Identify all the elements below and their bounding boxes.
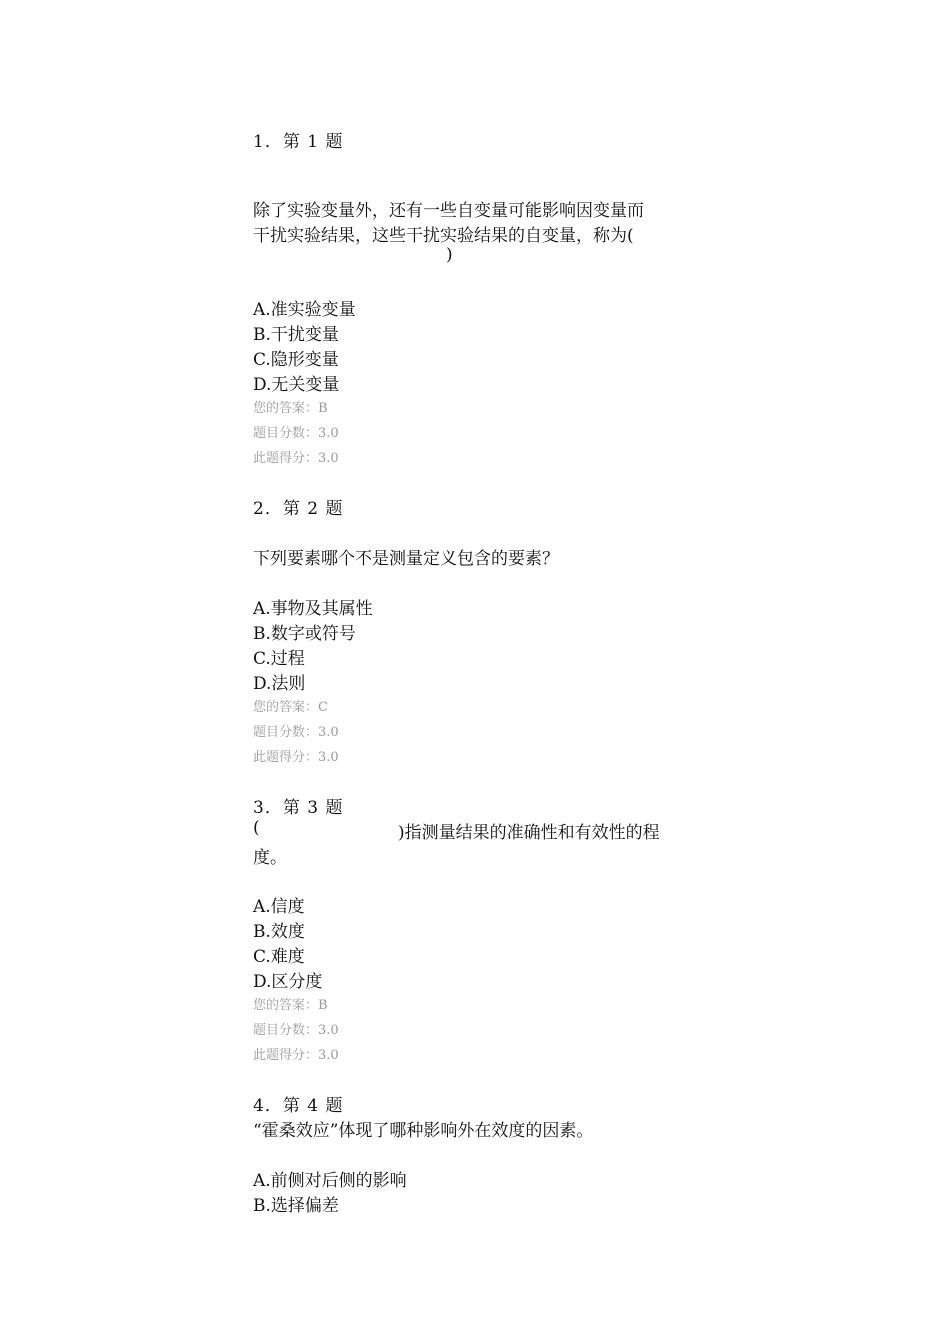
question-1-earned: 此题得分：3.0	[253, 451, 339, 466]
question-2-option-c[interactable]: C.过程	[253, 649, 305, 669]
question-3-option-a[interactable]: A.信度	[253, 897, 305, 917]
question-1-option-a[interactable]: A.准实验变量	[253, 300, 356, 320]
question-1-option-b[interactable]: B.干扰变量	[253, 325, 339, 345]
question-3-stem-open: (	[253, 818, 260, 838]
question-4-option-a[interactable]: A.前侧对后侧的影响	[253, 1171, 407, 1191]
question-2-option-d[interactable]: D.法则	[253, 674, 306, 694]
question-3-option-b[interactable]: B.效度	[253, 922, 305, 942]
question-1-stem-line-3: )	[446, 245, 453, 265]
question-2-option-a[interactable]: A.事物及其属性	[253, 599, 373, 619]
question-4-title: 4．第 4 题	[253, 1096, 344, 1116]
question-2-stem: 下列要素哪个不是测量定义包含的要素？	[253, 549, 559, 569]
question-2-score: 题目分数：3.0	[253, 725, 339, 740]
question-3-score: 题目分数：3.0	[253, 1023, 339, 1038]
question-4-stem: “霍桑效应”体现了哪种影响外在效度的因素。	[253, 1121, 594, 1141]
question-3-stem-line-1: )指测量结果的准确性和有效性的程	[398, 823, 660, 843]
question-3-title: 3．第 3 题	[253, 798, 344, 818]
question-2-your-answer: 您的答案：C	[253, 700, 328, 715]
question-1-stem-line-2: 干扰实验结果，这些干扰实验结果的自变量，称为(	[253, 226, 634, 246]
question-3-option-d[interactable]: D.区分度	[253, 972, 323, 992]
question-3-option-c[interactable]: C.难度	[253, 947, 305, 967]
question-2-title: 2．第 2 题	[253, 499, 344, 519]
question-1-option-c[interactable]: C.隐形变量	[253, 350, 339, 370]
question-1-your-answer: 您的答案：B	[253, 401, 328, 416]
question-1-title: 1．第 1 题	[253, 132, 344, 152]
question-3-earned: 此题得分：3.0	[253, 1048, 339, 1063]
question-1-score: 题目分数：3.0	[253, 426, 339, 441]
question-3-your-answer: 您的答案：B	[253, 998, 328, 1013]
question-1-stem-line-1: 除了实验变量外，还有一些自变量可能影响因变量而	[253, 201, 644, 221]
question-2-option-b[interactable]: B.数字或符号	[253, 624, 356, 644]
question-3-stem-line-2: 度。	[253, 848, 287, 868]
question-2-earned: 此题得分：3.0	[253, 750, 339, 765]
question-1-option-d[interactable]: D.无关变量	[253, 375, 340, 395]
question-4-option-b[interactable]: B.选择偏差	[253, 1196, 339, 1216]
